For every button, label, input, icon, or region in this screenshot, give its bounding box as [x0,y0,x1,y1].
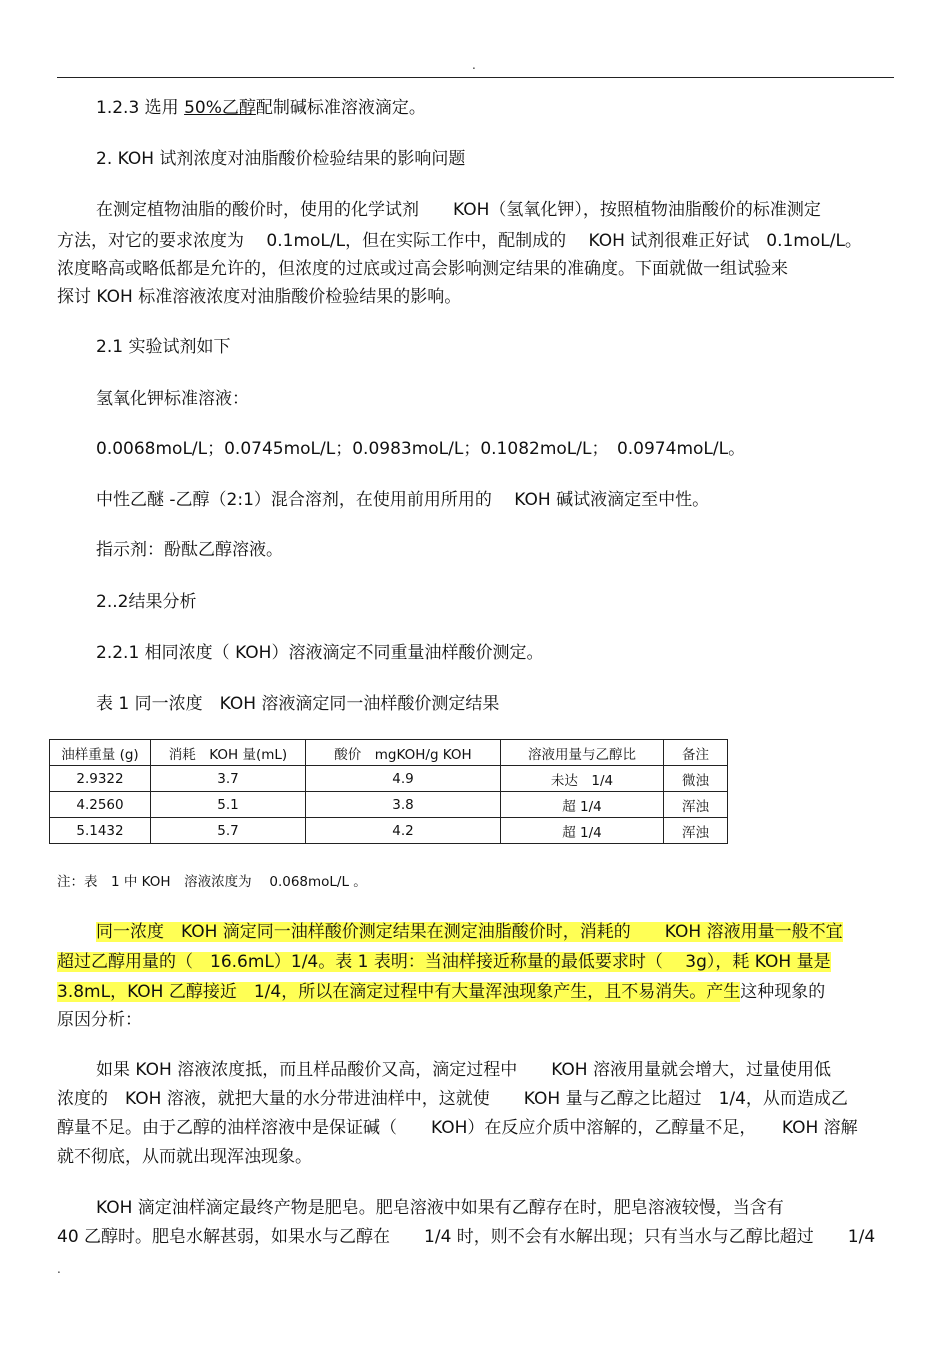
table-cell: 4.9 [306,766,501,792]
table-cell: 2.9322 [50,766,151,792]
highlight-line-2 [57,951,831,973]
table-caption: 表 1 同一浓度 KOH 溶液滴定同一油样酸价测定结果 [96,694,500,714]
table-cell: 5.7 [151,818,306,844]
intro-line-2: 方法，对它的要求浓度为 0.1moL/L，但在实际工作中，配制成的 KOH 试剂很难正好试 0.1moL/L。 [57,231,862,251]
cause-line-4: 就不彻底，从而就出现浑浊现象。 [57,1147,312,1167]
footer-dot: . [57,1262,61,1276]
table-row [50,818,728,844]
cause-line-3: 醇量不足。由于乙醇的油样溶液中是保证碱（ KOH）在反应介质中溶解的，乙醇量不足， KOH 溶解 [57,1118,858,1138]
section-1-2-3 [96,97,426,119]
table-cell: 浑浊 [664,818,728,844]
table-header-cell: 消耗 KOH 量(mL) [151,740,306,766]
table-row [50,766,728,792]
section-1-2-3-suffix: 配制碱标准溶液滴定。 [255,98,426,118]
reagent-label: 氢氧化钾标准溶液： [96,389,249,409]
highlight-line-1 [96,921,843,943]
table-cell: 微浊 [664,766,728,792]
table-cell: 超 1/4 [501,792,664,818]
section-2-1-heading: 2.1 实验试剂如下 [96,337,231,357]
header-dot: . [472,58,476,72]
intro-line-3: 浓度略高或略低都是允许的，但浓度的过底或过高会影响测定结果的准确度。下面就做一组试验来 [57,259,788,279]
table-cell: 5.1 [151,792,306,818]
header-rule [57,77,894,78]
intro-line-4: 探讨 KOH 标准溶液浓度对油脂酸价检验结果的影响。 [57,287,462,307]
solvent-text: 中性乙醚 -乙醇（2:1）混合溶剂，在使用前用所用的 KOH 碱试液滴定至中性。 [96,490,710,510]
table-note: 注：表 1 中 KOH 溶液浓度为 0.068moL/L 。 [57,874,367,890]
plain-span: 这种现象的 [740,982,826,1002]
table-cell: 3.8 [306,792,501,818]
indicator-text: 指示剂：酚酞乙醇溶液。 [96,540,283,560]
cause-line-2: 浓度的 KOH 溶液，就把大量的水分带进油样中，这就使 KOH 量与乙醇之比超过 1/4，从而造成乙 [57,1089,848,1109]
table-header-cell: 溶液用量与乙醇比 [501,740,664,766]
table-cell: 5.1432 [50,818,151,844]
section-2-heading: 2. KOH 试剂浓度对油脂酸价检验结果的影响问题 [96,149,466,169]
intro-line-1: 在测定植物油脂的酸价时，使用的化学试剂 KOH（氢氧化钾），按照植物油脂酸价的标准测定 [96,200,821,220]
highlight-span: 超过乙醇用量的（ 16.6mL）1/4。表 1 表明：当油样接近称量的最低要求时（ 3g），耗 KOH 量是 [57,952,831,972]
table-cell: 4.2560 [50,792,151,818]
table-cell: 未达 1/4 [501,766,664,792]
soap-line-2: 40 乙醇时。肥皂水解甚弱，如果水与乙醇在 1/4 时，则不会有水解出现；只有当水与乙醇比超过 1/4 [57,1227,876,1247]
section-2-2-1-heading: 2.2.1 相同浓度（ KOH）溶液滴定不同重量油样酸价测定。 [96,643,544,663]
highlight-line-3 [57,981,825,1003]
section-1-2-3-prefix: 1.2.3 选用 [96,98,185,118]
table-cell: 3.7 [151,766,306,792]
results-table [49,739,728,844]
cause-line-1: 如果 KOH 溶液浓度抵，而且样品酸价又高，滴定过程中 KOH 溶液用量就会增大，过量使用低 [96,1060,831,1080]
table-header-cell: 油样重量 (g) [50,740,151,766]
table-header-cell: 备注 [664,740,728,766]
table-cell: 浑浊 [664,792,728,818]
table-header-cell: 酸价 mgKOH/g KOH [306,740,501,766]
table-header-row [50,740,728,766]
highlight-span: 同一浓度 KOH 滴定同一油样酸价测定结果在测定油脂酸价时，消耗的 KOH 溶液用量一般不宜 [96,922,843,942]
highlight-line-4: 原因分析： [57,1010,142,1030]
table-cell: 4.2 [306,818,501,844]
section-2-2-heading: 2..2结果分析 [96,592,197,612]
soap-line-1: KOH 滴定油样滴定最终产物是肥皂。肥皂溶液中如果有乙醇存在时，肥皂溶液较慢，当含有 [96,1198,784,1218]
table-cell: 超 1/4 [501,818,664,844]
concentration-list: 0.0068moL/L；0.0745moL/L；0.0983moL/L；0.1082moL/L； 0.0974moL/L。 [96,439,746,459]
section-1-2-3-underlined: 50%乙醇 [184,98,256,118]
table-row [50,792,728,818]
highlight-span: 3.8mL，KOH 乙醇接近 1/4，所以在滴定过程中有大量浑浊现象产生，且不易消失。产生 [57,982,741,1002]
